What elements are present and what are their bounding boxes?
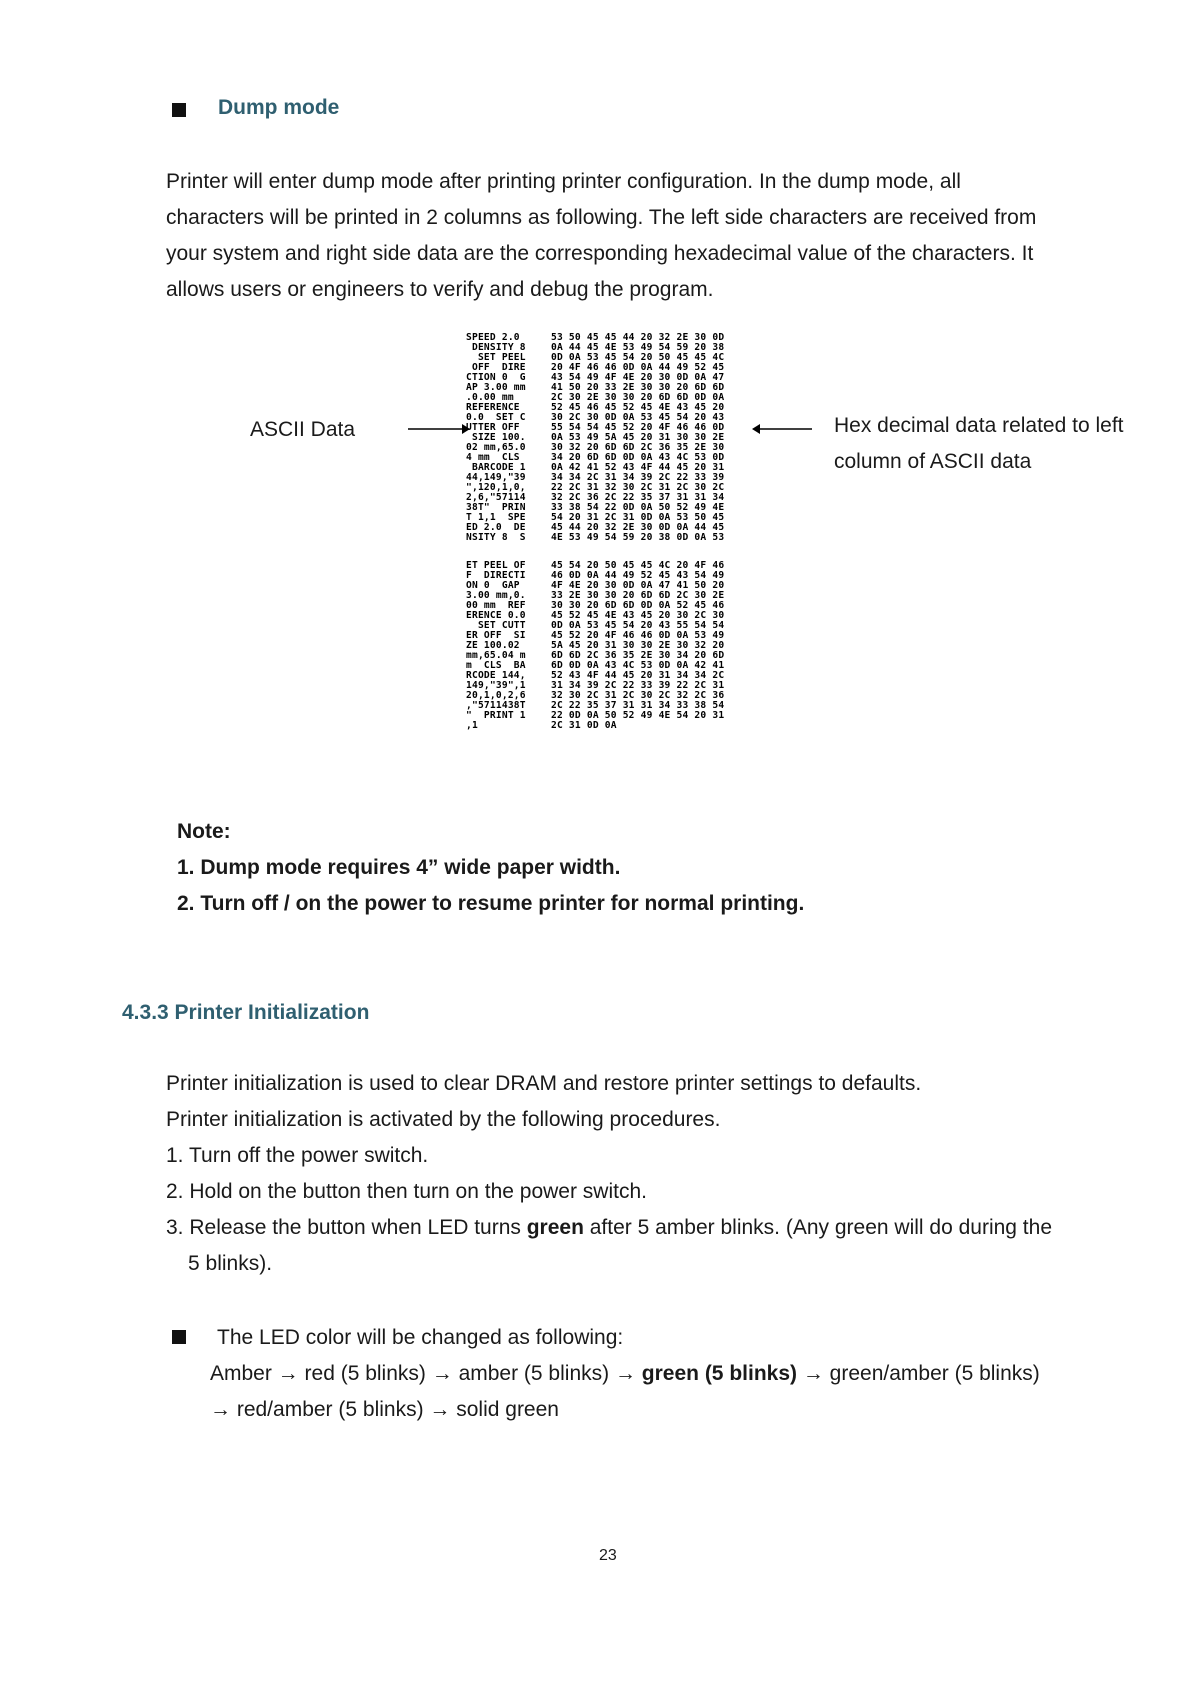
paragraph-line: allows users or engineers to verify and debug the program. — [166, 278, 714, 301]
paragraph-line: characters will be printed in 2 columns as following. The left side characters are received from — [166, 206, 1037, 229]
ascii-dump-line: 20,1,0,2,6 — [466, 690, 526, 701]
ascii-dump-line: CTION 0 G — [466, 372, 526, 383]
hex-dump-line: 6D 6D 2C 36 35 2E 30 34 20 6D — [551, 650, 725, 661]
ascii-dump-line: SIZE 100. — [466, 432, 526, 443]
ascii-data-label: ASCII Data — [250, 418, 356, 441]
bullet-square-icon — [172, 103, 186, 117]
init-line-1: Printer initialization is used to clear DRAM and restore printer settings to defaults. — [166, 1072, 922, 1095]
hex-dump-line: 0A 44 45 4E 53 49 54 59 20 38 — [551, 342, 725, 353]
ascii-dump-line: DENSITY 8 — [466, 342, 526, 353]
ascii-dump-line: ,1 — [466, 720, 478, 731]
paragraph-line: Printer will enter dump mode after printing printer configuration. In the dump mode, all — [166, 170, 961, 193]
hex-dump-line: 0D 0A 53 45 54 20 43 55 54 54 — [551, 620, 725, 631]
ascii-dump-line: ER OFF SI — [466, 630, 526, 641]
initialization-paragraph — [166, 1066, 1126, 1282]
hex-dump-line: 32 30 2C 31 2C 30 2C 32 2C 36 — [551, 690, 725, 701]
hex-dump-line: 20 4F 46 46 0D 0A 44 49 52 45 — [551, 362, 725, 373]
ascii-dump-line: 02 mm,65.0 — [466, 442, 526, 453]
hex-dump-line: 34 34 2C 31 34 39 2C 22 33 39 — [551, 472, 725, 483]
led-intro: The LED color will be changed as following: — [217, 1326, 624, 1349]
ascii-dump-line: OFF DIRE — [466, 362, 526, 373]
hex-dump-line: 22 2C 31 32 30 2C 31 2C 30 2C — [551, 482, 725, 493]
hex-dump-line: 41 50 20 33 2E 30 30 20 6D 6D — [551, 382, 725, 393]
ascii-dump-line: 00 mm REF — [466, 600, 526, 611]
init-step-3-green: green — [526, 1216, 584, 1239]
hex-dump-line: 6D 0D 0A 43 4C 53 0D 0A 42 41 — [551, 660, 725, 671]
led-sequence-line-2: → red/amber (5 blinks) → solid green — [210, 1398, 559, 1421]
ascii-dump-line: REFERENCE — [466, 402, 520, 413]
note-item-2: 2. Turn off / on the power to resume printer for normal printing. — [177, 892, 805, 915]
note-item-1: 1. Dump mode requires 4” wide paper width. — [177, 856, 621, 879]
led-seq-green: green (5 blinks) — [641, 1362, 797, 1385]
hex-label-line: Hex decimal data related to left — [834, 414, 1124, 437]
hex-dump-line: 31 34 39 2C 22 33 39 22 2C 31 — [551, 680, 725, 691]
init-step-3-pre: 3. Release the button when LED turns — [166, 1216, 527, 1239]
ascii-dump-line: 2,6,"57114 — [466, 492, 526, 503]
ascii-column-block-2 — [466, 561, 526, 731]
ascii-dump-line: mm,65.04 m — [466, 650, 526, 661]
led-sequence-line-1 — [210, 1356, 1130, 1392]
hex-dump-line: 45 44 20 32 2E 30 0D 0A 44 45 — [551, 522, 725, 533]
ascii-dump-line: F DIRECTI — [466, 570, 526, 581]
ascii-dump-line: ERENCE 0.0 — [466, 610, 526, 621]
hex-dump-line: 52 43 4F 44 45 20 31 34 34 2C — [551, 670, 725, 681]
ascii-dump-line: 4 mm CLS — [466, 452, 520, 463]
hex-dump-line: 33 38 54 22 0D 0A 50 52 49 4E — [551, 502, 725, 513]
init-step-3-post: after 5 amber blinks. (Any green will do during the — [583, 1216, 1052, 1239]
hex-dump-line: 22 0D 0A 50 52 49 4E 54 20 31 — [551, 710, 725, 721]
hex-dump-line: 30 30 20 6D 6D 0D 0A 52 45 46 — [551, 600, 725, 611]
bullet-square-icon — [172, 1330, 186, 1344]
right-arrow-icon — [752, 421, 812, 437]
hex-dump-line: 46 0D 0A 44 49 52 45 43 54 49 — [551, 570, 725, 581]
ascii-dump-line: 44,149,"39 — [466, 472, 526, 483]
hex-label-line: column of ASCII data — [834, 450, 1032, 473]
ascii-dump-line: 149,"39",1 — [466, 680, 526, 691]
ascii-dump-line: 38T" PRIN — [466, 502, 526, 513]
ascii-dump-line: m CLS BA — [466, 660, 526, 671]
hex-dump-line: 2C 30 2E 30 30 20 6D 6D 0D 0A — [551, 392, 725, 403]
hex-dump-line: 2C 31 0D 0A — [551, 720, 617, 731]
paragraph-line: your system and right side data are the corresponding hexadecimal value of the characters. It — [166, 242, 1034, 265]
ascii-dump-line: ON 0 GAP — [466, 580, 520, 591]
hex-dump-line: 30 2C 30 0D 0A 53 45 54 20 43 — [551, 412, 725, 423]
init-step-3-continued: 5 blinks). — [188, 1252, 273, 1275]
ascii-dump-line: ZE 100.02 — [466, 640, 520, 651]
note-title: Note: — [177, 820, 231, 843]
ascii-dump-line: RCODE 144, — [466, 670, 526, 681]
hex-dump-line: 45 52 45 4E 43 45 20 30 2C 30 — [551, 610, 725, 621]
hex-dump-line: 30 32 20 6D 6D 2C 36 35 2E 30 — [551, 442, 725, 453]
hex-dump-line: 5A 45 20 31 30 30 2E 30 32 20 — [551, 640, 725, 651]
ascii-dump-line: SET CUTT — [466, 620, 526, 631]
hex-dump-line: 4E 53 49 54 59 20 38 0D 0A 53 — [551, 532, 725, 543]
hex-dump-line: 32 2C 36 2C 22 35 37 31 31 34 — [551, 492, 725, 503]
hex-data-label — [834, 408, 1124, 480]
hex-dump-line: 2C 22 35 37 31 31 34 33 38 54 — [551, 700, 725, 711]
hex-dump-line: 43 54 49 4F 4E 20 30 0D 0A 47 — [551, 372, 725, 383]
ascii-dump-line: SET PEEL — [466, 352, 526, 363]
ascii-column-block-1 — [466, 333, 526, 543]
page-number: 23 — [599, 1547, 617, 1564]
ascii-dump-line: NSITY 8 S — [466, 532, 526, 543]
ascii-dump-line: AP 3.00 mm — [466, 382, 526, 393]
hex-dump-line: 45 52 20 4F 46 46 0D 0A 53 49 — [551, 630, 725, 641]
ascii-dump-line: SPEED 2.0 — [466, 332, 520, 343]
hex-dump-line: 0A 53 49 5A 45 20 31 30 30 2E — [551, 432, 725, 443]
hex-dump-line: 52 45 46 45 52 45 4E 43 45 20 — [551, 402, 725, 413]
note-block — [177, 814, 804, 922]
ascii-dump-line: 3.00 mm,0. — [466, 590, 526, 601]
hex-dump-line: 0A 42 41 52 43 4F 44 45 20 31 — [551, 462, 725, 473]
led-seq-a: Amber → red (5 blinks) → amber (5 blinks) → — [210, 1362, 642, 1385]
ascii-dump-line: ET PEEL OF — [466, 560, 526, 571]
ascii-dump-line: ED 2.0 DE — [466, 522, 526, 533]
dump-mode-paragraph — [166, 164, 1126, 308]
init-line-2: Printer initialization is activated by the following procedures. — [166, 1108, 721, 1131]
section-heading-printer-initialization: 4.3.3 Printer Initialization — [122, 1001, 370, 1024]
hex-dump-line: 55 54 54 45 52 20 4F 46 46 0D — [551, 422, 725, 433]
init-step-1: 1. Turn off the power switch. — [166, 1144, 429, 1167]
ascii-dump-line: 0.0 SET C — [466, 412, 526, 423]
hex-dump-line: 33 2E 30 30 20 6D 6D 2C 30 2E — [551, 590, 725, 601]
led-seq-b: → green/amber (5 blinks) — [797, 1362, 1040, 1385]
ascii-dump-line: BARCODE 1 — [466, 462, 526, 473]
hex-dump-line: 54 20 31 2C 31 0D 0A 53 50 45 — [551, 512, 725, 523]
left-arrow-icon — [408, 421, 470, 437]
ascii-dump-line: UTTER OFF — [466, 422, 520, 433]
init-step-2: 2. Hold on the button then turn on the power switch. — [166, 1180, 647, 1203]
ascii-dump-line: T 1,1 SPE — [466, 512, 526, 523]
hex-dump-line: 4F 4E 20 30 0D 0A 47 41 50 20 — [551, 580, 725, 591]
section-title-dump-mode: Dump mode — [218, 96, 340, 119]
hex-dump-line: 53 50 45 45 44 20 32 2E 30 0D — [551, 332, 725, 343]
init-step-3 — [166, 1210, 1126, 1246]
led-sequence-block — [210, 1320, 1130, 1428]
ascii-dump-line: " PRINT 1 — [466, 710, 526, 721]
hex-column-block-2 — [551, 561, 724, 731]
ascii-dump-line: .0.00 mm — [466, 392, 514, 403]
hex-dump-line: 34 20 6D 6D 0D 0A 43 4C 53 0D — [551, 452, 725, 463]
hex-column-block-1 — [551, 333, 724, 543]
hex-dump-line: 0D 0A 53 45 54 20 50 45 45 4C — [551, 352, 725, 363]
hex-dump-line: 45 54 20 50 45 45 4C 20 4F 46 — [551, 560, 725, 571]
ascii-dump-line: ",120,1,0, — [466, 482, 526, 493]
ascii-dump-line: ,"5711438T — [466, 700, 526, 711]
